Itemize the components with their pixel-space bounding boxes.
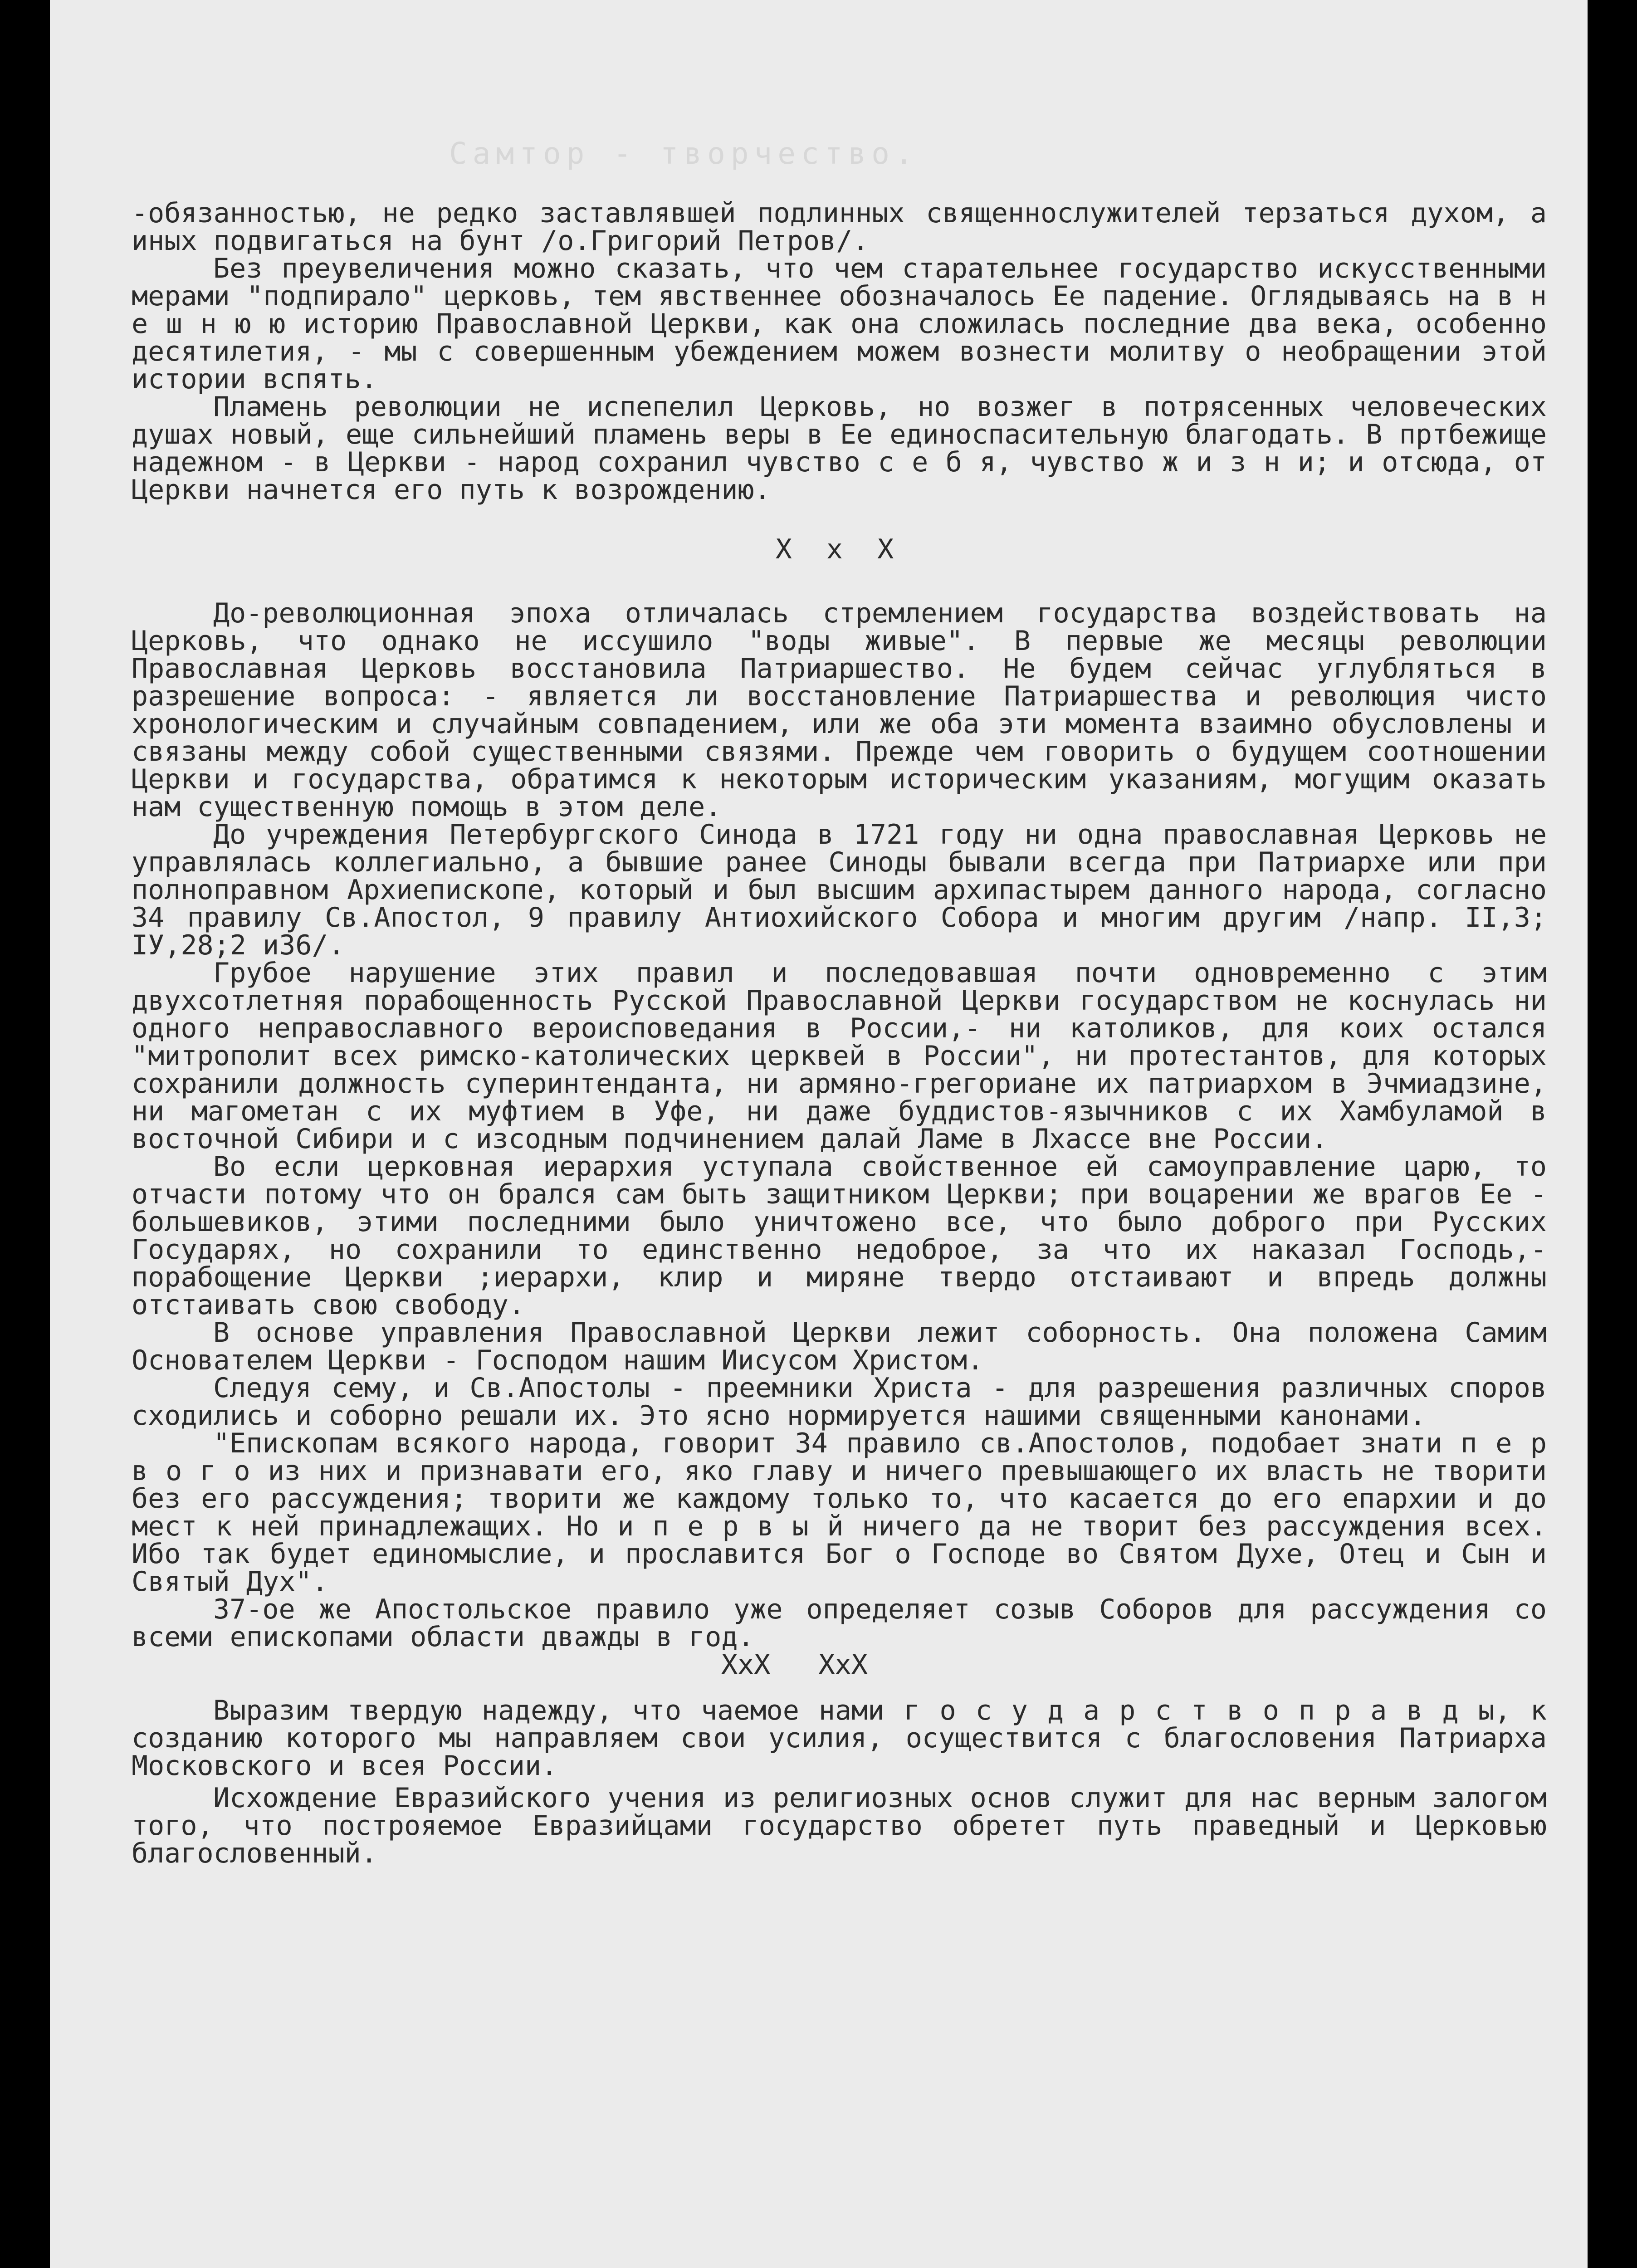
paragraph-9: Следуя сему, и Св.Апостолы - преемники Христа - для разрешения различных споров сходились и соборно решали их. Это ясно нормируется нашими священными канонами. [132, 1372, 1547, 1432]
paragraph-1: -обязанностью, не редко заставлявшей подлинных священнослужителей терзаться духом, а иных подвигаться на бунт /о.Григорий Петров/. [132, 197, 1547, 257]
closing-paragraph-1: Выразим твердую надежду, что чаемое нами г о с у д а р с т в о п р а в д ы, к созданию которого мы направляем свои усилия, осуществится с благословения Патриарха Московского и всея России. [132, 1695, 1547, 1782]
paragraph-6: Грубое нарушение этих правил и последовавшая почти одновременно с этим двухсотлетняя порабощенность Русской Православной Церкви государством не коснулась ни одного неправославного вероисповедания в России,- ни католиков, для коих остался "митрополит всех римско-католических церквей в России", ни протестантов, для которых сохранили должность суперинтенданта, ни армяно-грегориане их патриархом в Эчмиадзине, ни магометан с их муфтием в Уфе, ни даже буддистов-язычников с их Хамбуламой в восточной Сибири и с изсодным подчинением далай Ламе в Лхассе вне России. [132, 957, 1547, 1155]
separator-right: XxX [818, 1649, 868, 1681]
paragraph-10: "Епископам всякого народа, говорит 34 правило св.Апостолов, подобает знати п е р в о г о из них и признавати его, яко главу и ничего превышающего их власть не творити без его рассуждения; творити же каждому только то, что касается до его епархии и до мест к ней принадлежащих. Но и п е р в ы й ничего да не творит без рассуждения всех. Ибо так будет единомыслие, и прославится Бог о Господе во Святом Духе, Отец и Сын и Святый Дух". [132, 1427, 1547, 1598]
section-separator-2 [132, 1651, 1547, 1679]
paragraph-11: 37-ое же Апостольское правило уже определяет созыв Соборов для рассуждения со всеми епископами области дважды в год. [132, 1593, 1547, 1653]
paragraph-3: Пламень революции не испепелил Церковь, но возжег в потрясенных человеческих душах новый, еще сильнейший пламень веры в Ее единоспасительную благодать. В пртбежище надежном - в Церкви - народ сохранил чувство с е б я, чувство ж и з н и; и отсюда, от Церкви начнется его путь к возрождению. [132, 391, 1547, 506]
paragraph-5: До учреждения Петербургского Синода в 1721 году ни одна православная Церковь не управлялась коллегиально, а бывшие ранее Синоды бывали всегда при Патриархе или при полноправном Архиепископе, который и был высшим архипастырем данного народа, согласно 34 правилу Св.Апостол, 9 правилу Антиохийского Собора и многим другим /напр. II,3; IУ,28;2 и36/. [132, 819, 1547, 961]
separator-left: XxX [721, 1649, 771, 1681]
closing-paragraph-2: Исхождение Евразийского учения из религиозных основ служит для нас верным залогом того, что построяемое Евразийцами государство обретет путь праведный и Церковью благословенный. [132, 1782, 1547, 1869]
section-separator-1: X x X [775, 533, 903, 565]
typed-text-body [132, 197, 1547, 1869]
paragraph-8: В основе управления Православной Церкви лежит соборность. Она положена Самим Основателем Церкви - Господом нашим Иисусом Христом. [132, 1317, 1547, 1376]
paragraph-2: Без преувеличения можно сказать, что чем старательнее государство искусственными мерами "подпирало" церковь, тем явственнее обозначалось Ее падение. Оглядываясь на в н е ш н ю ю историю Православной Церкви, как она сложилась последние два века, особенно десятилетия, - мы с совершенным убеждением можем вознести молитву о необращении этой истории вспять. [132, 253, 1547, 395]
paragraph-4: До-революционная эпоха отличалась стремлением государства воздействовать на Церковь, что однако не иссушило "воды живые". В первые же месяцы революции Православная Церковь восстановила Патриаршество. Не будем сейчас углубляться в разрешение вопроса: - является ли восстановление Патриаршества и революция чисто хронологическим и случайным совпадением, или же оба эти момента взаимно обусловлены и связаны между собой существенными связями. Прежде чем говорить о будущем соотношении Церкви и государства, обратимся к некоторым историческим указаниям, могущим оказать нам существенную помощь в этом деле. [132, 597, 1547, 823]
bleed-through-title: Самтор - творчество. [449, 136, 919, 171]
paragraph-7: Во если церковная иерархия уступала свойственное ей самоуправление царю, то отчасти потому что он брался сам быть защитником Церкви; при воцарении же врагов Ее - большевиков, этими последними было уничтожено все, что было доброго при Русских Государях, но сохранили то единственно недоброе, за что их наказал Господь,- порабощение Церкви ;иерархи, клир и миряне твердо отстаивают и впредь должны отстаивать свою свободу. [132, 1151, 1547, 1321]
typescript-page [50, 0, 1588, 2268]
